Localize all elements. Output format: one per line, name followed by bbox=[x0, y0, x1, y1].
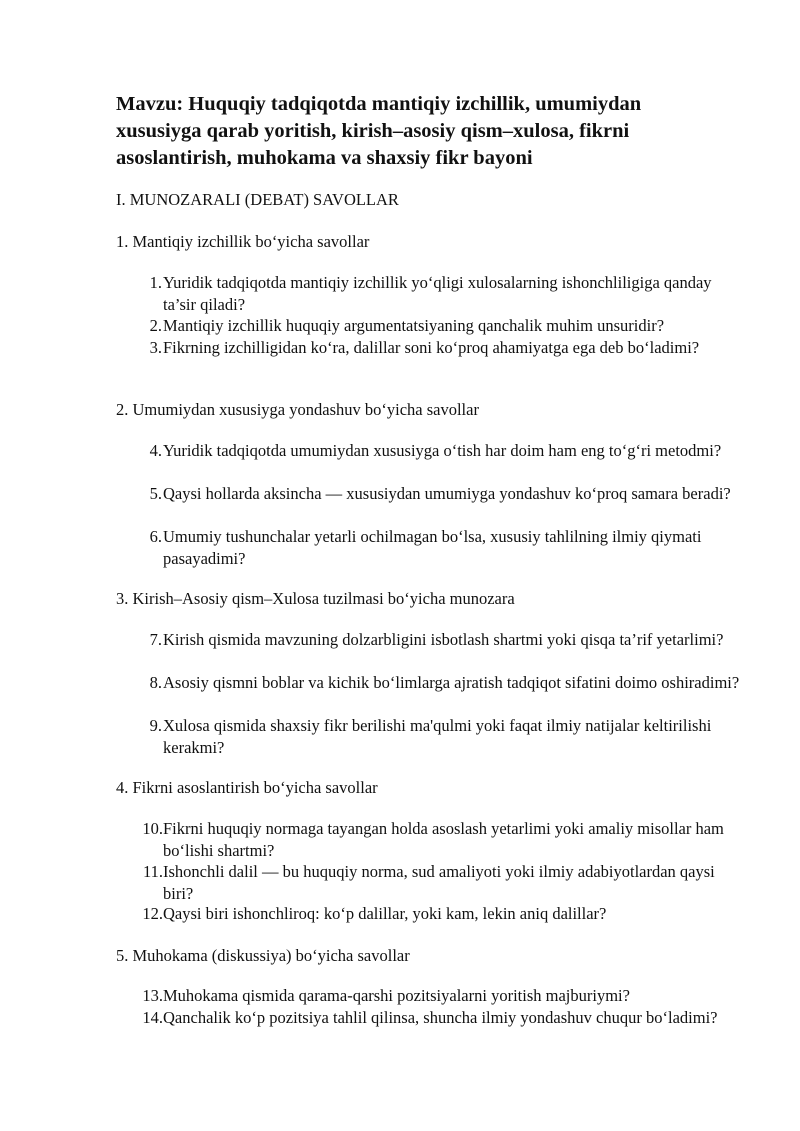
question-text: Qanchalik ko‘p pozitsiya tahlil qilinsa, shuncha ilmiy yondashuv chuqur bo‘ladimi? bbox=[163, 1008, 718, 1027]
list-item bbox=[136, 818, 746, 862]
question-number: 13. bbox=[142, 986, 163, 1005]
list-item bbox=[136, 337, 746, 359]
section-heading-4: 4. Fikrni asoslantirish bo‘yicha savollar bbox=[116, 778, 378, 797]
question-text: Mantiqiy izchillik huquqiy argumentatsiyaning qanchalik muhim unsuridir? bbox=[163, 316, 665, 335]
list-item bbox=[136, 861, 746, 905]
question-number: 14. bbox=[142, 1008, 163, 1027]
list-item bbox=[136, 1007, 746, 1029]
question-text: Yuridik tadqiqotda umumiydan xususiyga o‘tish har doim ham eng to‘g‘ri metodmi? bbox=[163, 441, 722, 460]
question-number: 10. bbox=[142, 819, 163, 838]
question-number: 1. bbox=[149, 273, 162, 292]
list-item bbox=[136, 985, 746, 1007]
list-item bbox=[136, 526, 746, 570]
section-heading-1: 1. Mantiqiy izchillik bo‘yicha savollar bbox=[116, 232, 370, 251]
section-heading-5: 5. Muhokama (diskussiya) bo‘yicha savollar bbox=[116, 946, 410, 965]
section-heading-3: 3. Kirish–Asosiy qism–Xulosa tuzilmasi bo‘yicha munozara bbox=[116, 589, 515, 608]
list-item bbox=[136, 903, 746, 925]
question-number: 8. bbox=[149, 673, 162, 692]
question-text: Umumiy tushunchalar yetarli ochilmagan bo‘lsa, xususiy tahlilning ilmiy qiymati pasayadimi? bbox=[163, 527, 702, 568]
question-number: 5. bbox=[149, 484, 162, 503]
question-text: Fikrni huquqiy normaga tayangan holda asoslash yetarlimi yoki amaliy misollar ham bo‘lishi shartmi? bbox=[163, 819, 724, 860]
question-number: 6. bbox=[149, 527, 162, 546]
part-heading: I. MUNOZARALI (DEBAT) SAVOLLAR bbox=[116, 190, 399, 209]
question-text: Yuridik tadqiqotda mantiqiy izchillik yo‘qligi xulosalarning ishonchliligiga qanday ta’sir qiladi? bbox=[163, 273, 712, 314]
list-item bbox=[136, 715, 746, 759]
question-number: 9. bbox=[149, 716, 162, 735]
list-item bbox=[136, 440, 746, 462]
question-number: 3. bbox=[149, 338, 162, 357]
list-item bbox=[136, 483, 746, 505]
question-number: 4. bbox=[149, 441, 162, 460]
question-text: Asosiy qismni boblar va kichik bo‘limlarga ajratish tadqiqot sifatini doimo oshiradimi? bbox=[163, 673, 740, 692]
list-item bbox=[136, 315, 746, 337]
list-item bbox=[136, 629, 746, 651]
question-text: Qaysi biri ishonchliroq: ko‘p dalillar, yoki kam, lekin aniq dalillar? bbox=[163, 904, 607, 923]
question-text: Muhokama qismida qarama-qarshi pozitsiyalarni yoritish majburiymi? bbox=[163, 986, 630, 1005]
list-item bbox=[136, 672, 746, 694]
list-item bbox=[136, 272, 746, 316]
question-text: Kirish qismida mavzuning dolzarbligini isbotlash shartmi yoki qisqa ta’rif yetarlimi? bbox=[163, 630, 724, 649]
section-heading-2: 2. Umumiydan xususiyga yondashuv bo‘yicha savollar bbox=[116, 400, 479, 419]
question-number: 7. bbox=[149, 630, 162, 649]
question-text: Ishonchli dalil — bu huquqiy norma, sud amaliyoti yoki ilmiy adabiyotlardan qaysi biri? bbox=[163, 862, 715, 903]
question-number: 2. bbox=[149, 316, 162, 335]
question-text: Qaysi hollarda aksincha — xususiydan umumiyga yondashuv ko‘proq samara beradi? bbox=[163, 484, 731, 503]
question-number: 11. bbox=[142, 862, 163, 881]
question-text: Fikrning izchilligidan ko‘ra, dalillar soni ko‘proq ahamiyatga ega deb bo‘ladimi? bbox=[163, 338, 700, 357]
question-text: Xulosa qismida shaxsiy fikr berilishi ma'qulmi yoki faqat ilmiy natijalar keltirilishi kerakmi? bbox=[163, 716, 712, 757]
document-title: Mavzu: Huquqiy tadqiqotda mantiqiy izchillik, umumiydan xususiyga qarab yoritish, kirish–asosiy qism–xulosa, fikrni asoslantirish, muhokama va shaxsiy fikr bayoni bbox=[116, 93, 642, 169]
question-number: 12. bbox=[142, 904, 163, 923]
